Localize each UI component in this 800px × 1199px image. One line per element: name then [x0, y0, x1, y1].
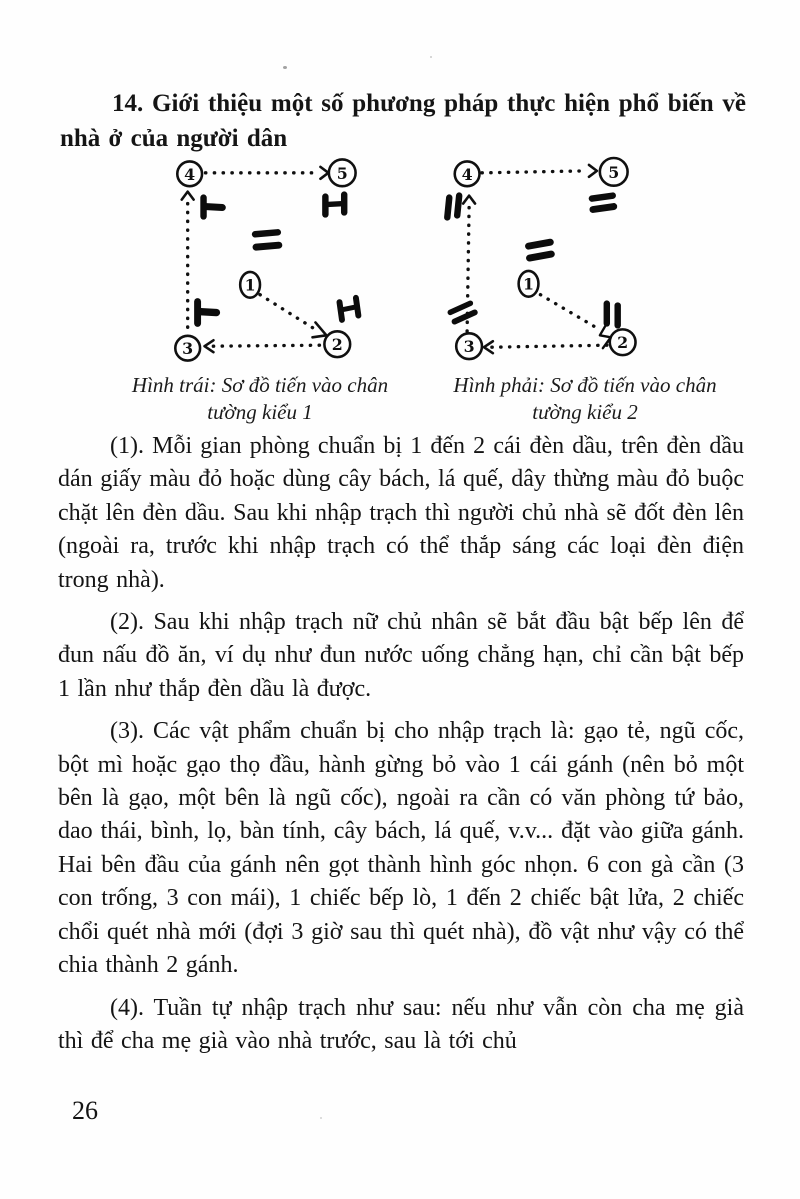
paragraph-4: (4). Tuần tự nhập trạch như sau: nếu như vẫn còn cha mẹ già thì để cha mẹ già vào nhà trước, sau là tới chủ [58, 994, 744, 1054]
figure-right-caption [453, 372, 716, 426]
dotted-arrow-2-to-3 [211, 345, 319, 346]
node-3-label: 3 [463, 337, 475, 357]
floor-plan-diagram-2 [430, 156, 740, 368]
node-1-label: 1 [244, 275, 256, 295]
paragraph-2: (2). Sau khi nhập trạch nữ chủ nhân sẽ bắt đầu bật bếp lên để đun nấu đồ ăn, ví dụ như đun nước uống chẳng hạn, chỉ cần bật bếp 1 lần như thắp đèn dầu là được. [58, 609, 744, 702]
scan-speck [320, 1117, 322, 1119]
figures-row [95, 156, 755, 426]
body-text [58, 430, 744, 1067]
arrowhead-diagonal-icon [313, 322, 327, 337]
dotted-arrow-4-to-5 [482, 171, 587, 173]
equals-symbol-near-3 [449, 303, 475, 322]
scan-speck [283, 66, 287, 69]
figure-right-caption-line2: tường kiểu 2 [532, 400, 638, 424]
h-bar-symbol-bottom [339, 298, 358, 320]
paragraph-1: (1). Mỗi gian phòng chuẩn bị 1 đến 2 cái đèn dầu, trên đèn dầu dán giấy màu đỏ hoặc dùng cây bách, lá quế, dây thừng màu đỏ buộc chặt lên đèn dầu. Sau khi nhập trạch thì người chủ nhà sẽ đốt đèn lên (ngoài ra, trước khi nhập trạch có thể thắp sáng các loại đèn điện trong nhà). [58, 433, 744, 593]
floor-plan-diagram-1 [105, 156, 415, 368]
paragraph-3: (3). Các vật phẩm chuẩn bị cho nhập trạch là: gạo tẻ, ngũ cốc, bột mì hoặc gạo thọ đầu, hành gừng bỏ vào 1 cái gánh (nên bỏ một bên là gạo, một bên là ngũ cốc), ngoài ra cần có văn phòng tứ bảo, dao thái, bình, lọ, bàn tính, cây bách, lá quế, v.v... đặt vào giữa gánh. Hai bên đầu của gánh nên gọt thành hình góc nhọn. 6 con gà cần (3 con trống, 3 con mái), 1 chiếc bếp lò, 1 đến 2 chiếc bật lửa, 2 chiếc chổi quét nhà mới (đợi 3 giờ sau thì quét nhà), đồ vật như vậy có thể chia thành 2 gánh. [58, 718, 744, 979]
figure-left-caption [132, 372, 388, 426]
t-bar-symbol-top [204, 198, 223, 217]
double-bar-symbol-near-2 [607, 304, 618, 326]
figure-right-caption-line1: Hình phải: Sơ đồ tiến vào chân [453, 373, 717, 397]
scan-speck [430, 56, 432, 58]
figure-left [95, 156, 425, 426]
node-4-label: 4 [184, 164, 196, 184]
section-heading: 14. Giới thiệu một số phương pháp thực hiện phổ biến về nhà ở của người dân [60, 90, 746, 152]
page-number: 26 [72, 1096, 98, 1125]
dotted-arrow-1-to-2 [540, 295, 595, 328]
node-1-label: 1 [523, 274, 535, 294]
node-3-label: 3 [182, 339, 194, 359]
node-5-label: 5 [608, 162, 620, 182]
dotted-arrow-1-to-2 [260, 295, 318, 332]
figure-left-caption-line2: tường kiểu 1 [207, 400, 313, 424]
figure-left-caption-line1: Hình trái: Sơ đồ tiến vào chân [131, 373, 389, 397]
arrowhead-up-icon [463, 196, 475, 204]
node-2-label: 2 [331, 335, 343, 355]
node-5-label: 5 [336, 163, 348, 183]
equals-symbol-center [255, 232, 279, 247]
h-bar-symbol-top [325, 195, 344, 215]
equals-symbol-below-5 [592, 196, 614, 210]
node-2-label: 2 [617, 333, 629, 353]
double-bar-symbol-top-left [447, 196, 459, 218]
equals-symbol-center [529, 242, 552, 258]
dotted-arrow-2-to-3 [492, 345, 607, 347]
arrowhead-right-icon [320, 167, 328, 179]
t-bar-symbol-bottom [198, 302, 217, 324]
arrowhead-up-icon [182, 192, 194, 200]
arrowhead-right-icon [589, 165, 597, 177]
node-4-label: 4 [461, 164, 473, 184]
figure-right [425, 156, 745, 426]
